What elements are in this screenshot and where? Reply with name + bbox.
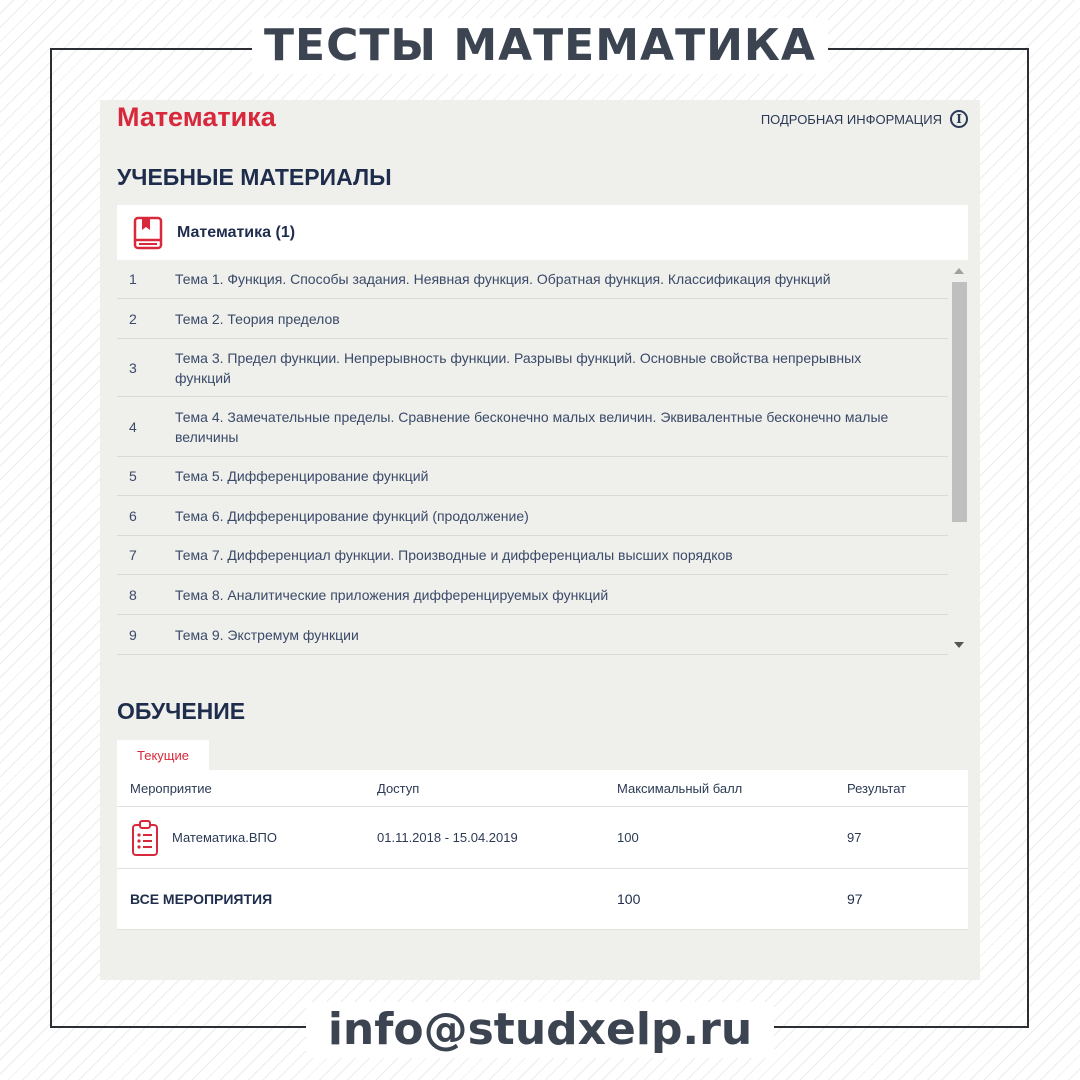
access-cell: 01.11.2018 - 15.04.2019 [377,830,518,845]
topic-scrollbar[interactable] [950,260,968,656]
total-label: ВСЕ МЕРОПРИЯТИЯ [130,891,273,907]
topic-title[interactable]: Тема 6. Дифференцирование функций (продолжение) [175,507,529,524]
col-header-max-score: Максимальный балл [617,780,743,796]
scroll-down-arrow-icon[interactable] [954,642,964,648]
topic-number: 1 [129,271,137,287]
materials-card-title: Математика (1) [177,223,296,241]
topic-number: 9 [129,626,137,643]
book-icon [133,216,163,250]
topic-row[interactable] [117,536,948,575]
topic-row[interactable] [117,575,948,615]
topic-list[interactable] [117,260,968,656]
event-cell [117,819,377,857]
clipboard-icon [130,819,160,857]
col-header-result: Результат [847,780,907,796]
details-link[interactable] [761,110,968,128]
topic-title[interactable]: Тема 2. Теория пределов [175,310,340,327]
topic-row[interactable] [117,457,948,496]
subject-title: Математика [117,102,276,132]
banner-title: ТЕСТЫ МАТЕМАТИКА [252,18,828,74]
topic-number: 6 [129,507,137,524]
content-panel [100,100,980,980]
materials-heading: УЧЕБНЫЕ МАТЕРИАЛЫ [117,164,392,190]
total-result: 97 [847,891,863,907]
topic-title[interactable]: Тема 5. Дифференцирование функций [175,468,429,484]
topic-row[interactable] [117,339,948,397]
topic-row[interactable] [117,496,948,536]
topic-number: 7 [129,547,137,563]
topic-title[interactable]: Тема 8. Аналитические приложения дифференцируемых функций [175,586,609,603]
topic-number: 5 [129,468,137,484]
info-icon: I [950,110,968,128]
materials-card[interactable] [117,205,968,260]
topic-title[interactable]: Тема 3. Предел функции. Непрерывность функции. Разрывы функций. Основные свойства непрерывных функций [175,349,862,386]
training-table [117,770,968,930]
total-max-score: 100 [617,891,641,907]
topic-row[interactable] [117,260,948,299]
topic-number: 4 [129,418,137,435]
topic-title[interactable]: Тема 4. Замечательные пределы. Сравнение бесконечно малых величин. Эквивалентные бесконечно малые величины [175,408,889,445]
topic-row[interactable] [117,615,948,655]
topic-title[interactable]: Тема 1. Функция. Способы задания. Неявная функция. Обратная функция. Классификация функций [175,271,831,287]
max-score-cell: 100 [617,830,639,845]
event-name-link[interactable]: Математика.ВПО [172,830,277,845]
topic-row[interactable] [117,397,948,457]
result-cell: 97 [847,830,862,845]
topic-title[interactable]: Тема 7. Дифференциал функции. Производные и дифференциалы высших порядков [175,547,733,563]
topic-title[interactable]: Тема 9. Экстремум функции [175,626,359,643]
banner-title-wrap [0,18,1080,74]
tab-current[interactable]: Текущие [117,740,209,770]
topic-number: 3 [129,359,137,376]
table-header [117,770,968,807]
total-row [117,869,968,930]
col-header-event: Мероприятие [130,780,212,796]
topic-number: 8 [129,586,137,603]
topic-number: 2 [129,310,137,327]
details-link-label: ПОДРОБНАЯ ИНФОРМАЦИЯ [760,111,942,127]
topic-row[interactable] [117,299,948,339]
scroll-thumb[interactable] [952,282,967,522]
scroll-up-arrow-icon[interactable] [954,268,964,274]
banner-email-wrap [0,1002,1080,1058]
table-row[interactable] [117,807,968,869]
training-heading: ОБУЧЕНИЕ [117,698,246,724]
banner-email: info@studxelp.ru [306,1002,774,1058]
col-header-access: Доступ [377,780,420,796]
